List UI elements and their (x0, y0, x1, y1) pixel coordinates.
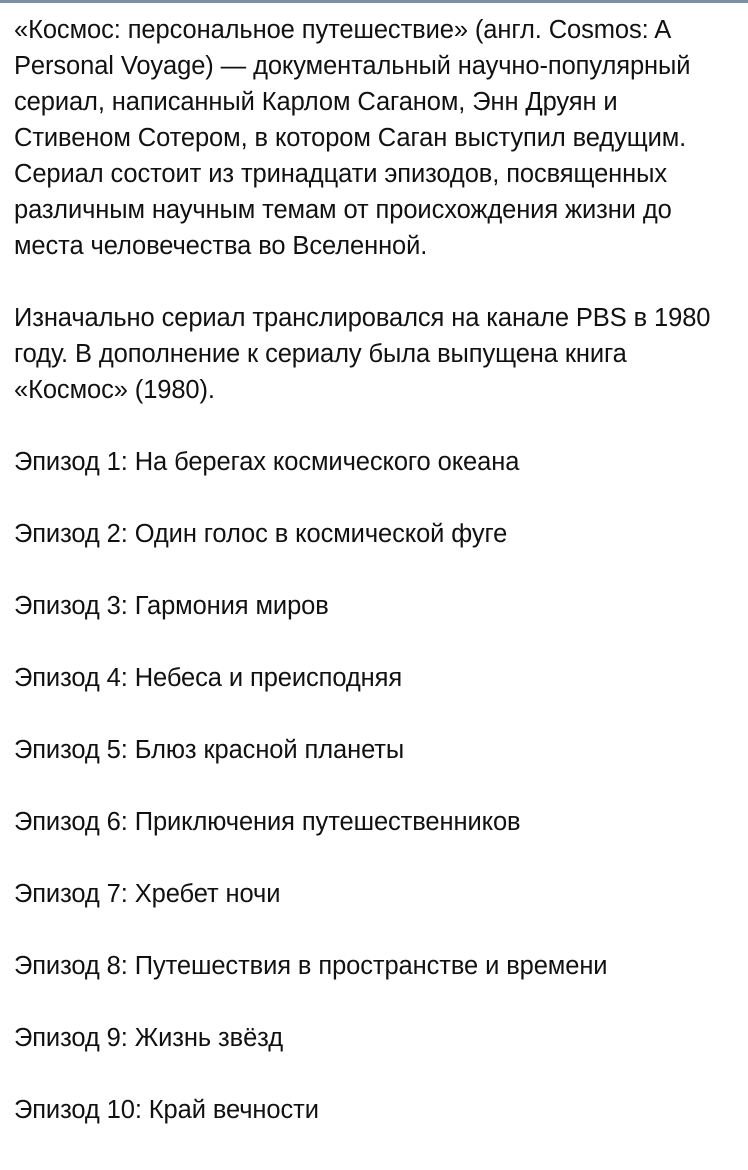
message-body (14, 12, 736, 1164)
episode-item: Эпизод 9: Жизнь звёзд (14, 1024, 283, 1052)
episode-item: Эпизод 6: Приключения путешественников (14, 808, 521, 836)
episode-item: Эпизод 5: Блюз красной планеты (14, 736, 405, 764)
episode-item: Эпизод 2: Один голос в космической фуге (14, 520, 508, 548)
top-divider (0, 0, 748, 3)
intro-paragraph: «Космос: персональное путешествие» (англ. Cosmos: A Personal Voyage) — документальный научно-популярный сериал, написанный Карлом Саганом, Энн Друян и Стивеном Сотером, в котором Саган выступил ведущим. Сериал состоит из тринадцати эпизодов, посвященных различным научным темам от происхождения жизни до места человечества во Вселенной. (14, 16, 691, 260)
episode-item: Эпизод 10: Край вечности (14, 1096, 319, 1124)
episode-item: Эпизод 3: Гармония миров (14, 592, 329, 620)
episode-item: Эпизод 4: Небеса и преисподняя (14, 664, 403, 692)
episode-list (14, 444, 736, 1164)
broadcast-paragraph: Изначально сериал транслировался на канале PBS в 1980 году. В дополнение к сериалу была выпущена книга «Космос» (1980). (14, 304, 711, 404)
episode-item: Эпизод 8: Путешествия в пространстве и времени (14, 952, 608, 980)
episode-item: Эпизод 1: На берегах космического океана (14, 448, 520, 476)
episode-item: Эпизод 7: Хребет ночи (14, 880, 281, 908)
